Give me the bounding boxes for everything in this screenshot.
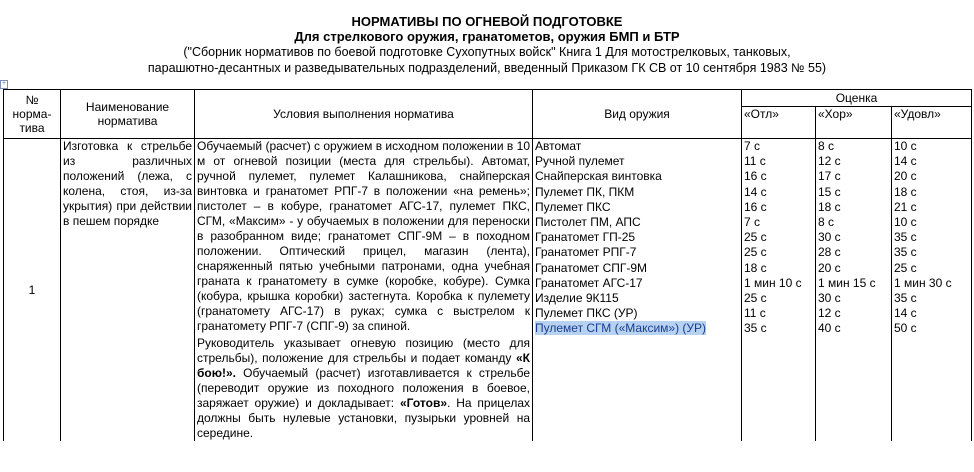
list-item [894,245,969,260]
good-time: 12 с [818,154,841,169]
list-item [535,139,739,154]
good-time: 15 с [818,184,841,199]
list-item [744,276,813,291]
header-grade: Оценка [742,90,972,107]
conditions-text-a: Руководитель указывает огневую позицию (место для стрельбы), положение для стрельбы и подает команду [197,336,530,365]
list-item [894,261,969,276]
satisfactory-time: 50 с [894,321,917,336]
good-list [816,139,892,442]
norm-number: 1 [4,139,61,442]
list-item [535,245,739,260]
list-item [818,306,889,321]
weapon-name: Автомат [535,139,582,153]
good-time: 17 с [818,169,841,184]
list-item [818,200,889,215]
satisfactory-time: 21 с [894,199,917,214]
list-item [818,321,889,336]
excellent-time: 11 с [744,154,766,169]
weapon-name: Гранатомет ГП-25 [535,230,636,245]
weapon-name: Снайперская винтовка [535,169,662,184]
list-item [744,245,813,260]
document-subtitle: Для стрелкового оружия, гранатометов, оружия БМП и БТР [294,29,680,44]
good-time: 20 с [818,260,841,275]
good-time: 30 с [818,230,841,245]
list-item [818,185,889,200]
weapon-name: Пистолет ПМ, АПС [535,215,641,230]
weapon-name: Гранатомет АГС-17 [535,275,643,290]
excellent-time: 25 с [744,291,767,306]
list-item [818,215,889,230]
weapon-name: Пулемет ПКС [535,199,611,214]
list-item [535,154,739,169]
satisfactory-time: 1 мин 30 с [894,275,952,290]
list-item [744,261,813,276]
list-item [535,261,739,276]
source-line-2: парашютно-десантных и разведывательных подразделений, введенный Приказом ГК СВ от 10 сентября 1983 № 55) [147,61,827,75]
command-gotov: «Готов» [400,396,448,410]
good-time: 8 с [818,215,835,230]
satisfactory-time: 35 с [894,291,917,306]
list-item [535,321,739,336]
norm-name: Изготовка к стрельбе из различных положений (лежа, с колена, стоя, из-за укрытия) при действии в пешем порядке [61,139,195,442]
header-num: № норма-тива [4,90,61,139]
list-item [894,215,969,230]
list-item [744,291,813,306]
satisfactory-time: 10 с [894,215,917,230]
list-item [894,321,969,336]
list-item [744,306,813,321]
list-item [744,185,813,200]
weapon-name: Пулемет ПКС (УР) [535,306,638,321]
list-item [894,169,969,184]
list-item [894,139,969,154]
document-title: НОРМАТИВЫ ПО ОГНЕВОЙ ПОДГОТОВКЕ [351,14,623,29]
excellent-time: 7 с [744,139,761,153]
good-time: 40 с [818,321,841,336]
list-item [535,215,739,230]
header-excellent: «Отл» [742,107,816,139]
list-item [894,200,969,215]
satisfactory-time: 14 с [894,154,917,169]
list-item [894,185,969,200]
good-time: 30 с [818,291,841,306]
norms-table [3,89,972,441]
list-item [744,321,813,336]
satisfactory-time: 20 с [894,169,917,184]
excellent-time: 14 с [744,184,767,199]
list-item [818,230,889,245]
excellent-time: 1 мин 10 с [744,275,802,290]
good-time: 8 с [818,139,835,153]
header-weapon: Вид оружия [533,90,742,139]
excellent-time: 7 с [744,215,761,230]
conditions-paragraph-2 [197,336,530,441]
header-name: Наименование норматива [61,90,195,139]
satisfactory-time: 18 с [894,184,917,199]
list-item [894,154,969,169]
list-item [744,230,813,245]
list-item [818,245,889,260]
satisfactory-time: 14 с [894,306,917,321]
good-time: 28 с [818,245,841,260]
norm-conditions [195,139,533,442]
command-k-boyu: «К бою!». [197,351,530,380]
list-item [894,291,969,306]
header-satisfactory: «Удовл» [892,107,972,139]
list-item [818,291,889,306]
conditions-text-c: . На прицелах должны быть нулевые установки, пузырьки уровней на середине. [197,396,530,440]
excellent-time: 11 с [744,306,766,321]
list-item [818,169,889,184]
excellent-list [742,139,816,442]
good-time: 18 с [818,199,841,214]
excellent-time: 25 с [744,230,767,245]
list-item [535,276,739,291]
table-move-handle-icon[interactable]: + [0,80,8,89]
list-item [535,169,739,184]
list-item [535,185,739,200]
list-item [744,200,813,215]
good-time: 1 мин 15 с [818,275,876,290]
weapon-name: Изделие 9К115 [535,291,619,306]
header-good: «Хор» [816,107,892,139]
satisfactory-time: 10 с [894,139,917,153]
satisfactory-time: 35 с [894,245,917,260]
weapon-name: Ручной пулемет [535,154,625,169]
list-item [744,154,813,169]
conditions-paragraph-1: Обучаемый (расчет) с оружием в исходном положении в 10 м от огневой позиции (места для стрельбы). Автомат, ручной пулемет, пулемет Калашникова, снайперская винтовка и гранатомет РПГ-7 в положении «на ремень»; пистолет – в кобуре, гранатомет АГС-17, пулемет ПКС, СГМ, «Максим» - у обучаемых в положении для переноски в разобранном виде; гранатомет СПГ-9М – в походном положении. Оптический прицел, магазин (лента), снаряженный пятью учебными патронами, одна учебная граната к гранатомету в сумке (коробке, кобуре). Сумка (кобура, крышка коробки) застегнута. Коробка к пулемету (гранатомету АГС-17) в руках; сумка с выстрелом к гранатомету РПГ-7 (СПГ-9) за спиной. [197,139,530,333]
weapon-name: Гранатомет РПГ-7 [535,245,637,260]
list-item [535,291,739,306]
table-row [4,139,972,442]
list-item [818,261,889,276]
satisfactory-time: 25 с [894,260,917,275]
list-item [818,276,889,291]
weapon-name: Гранатомет СПГ-9М [535,260,648,275]
header-conditions: Условия выполнения норматива [195,90,533,139]
list-item [818,154,889,169]
excellent-time: 16 с [744,169,767,184]
list-item [894,306,969,321]
list-item [818,139,889,154]
weapon-name: Пулемет ПК, ПКМ [535,184,635,199]
conditions-text-b: Обучаемый (расчет) изготавливается к стрельбе (переводит оружие из походного положения в боевое, заряжает оружие) и докладывает: [197,366,530,410]
excellent-time: 16 с [744,199,767,214]
list-item [744,169,813,184]
list-item [894,230,969,245]
list-item [894,276,969,291]
list-item [535,200,739,215]
list-item [535,306,739,321]
satisfactory-time: 35 с [894,230,917,245]
list-item [744,215,813,230]
satisfactory-list [892,139,972,442]
list-item [535,230,739,245]
source-line-1: ("Сборник нормативов по боевой подготовке Сухопутных войск" Книга 1 Для мотострелковых, танковых, [183,45,791,59]
good-time: 12 с [818,306,841,321]
list-item [744,139,813,154]
excellent-time: 25 с [744,245,767,260]
excellent-time: 18 с [744,260,767,275]
weapon-list [533,139,742,442]
excellent-time: 35 с [744,321,767,336]
weapon-name: Пулемет СГМ («Максим») (УР) [535,321,707,336]
